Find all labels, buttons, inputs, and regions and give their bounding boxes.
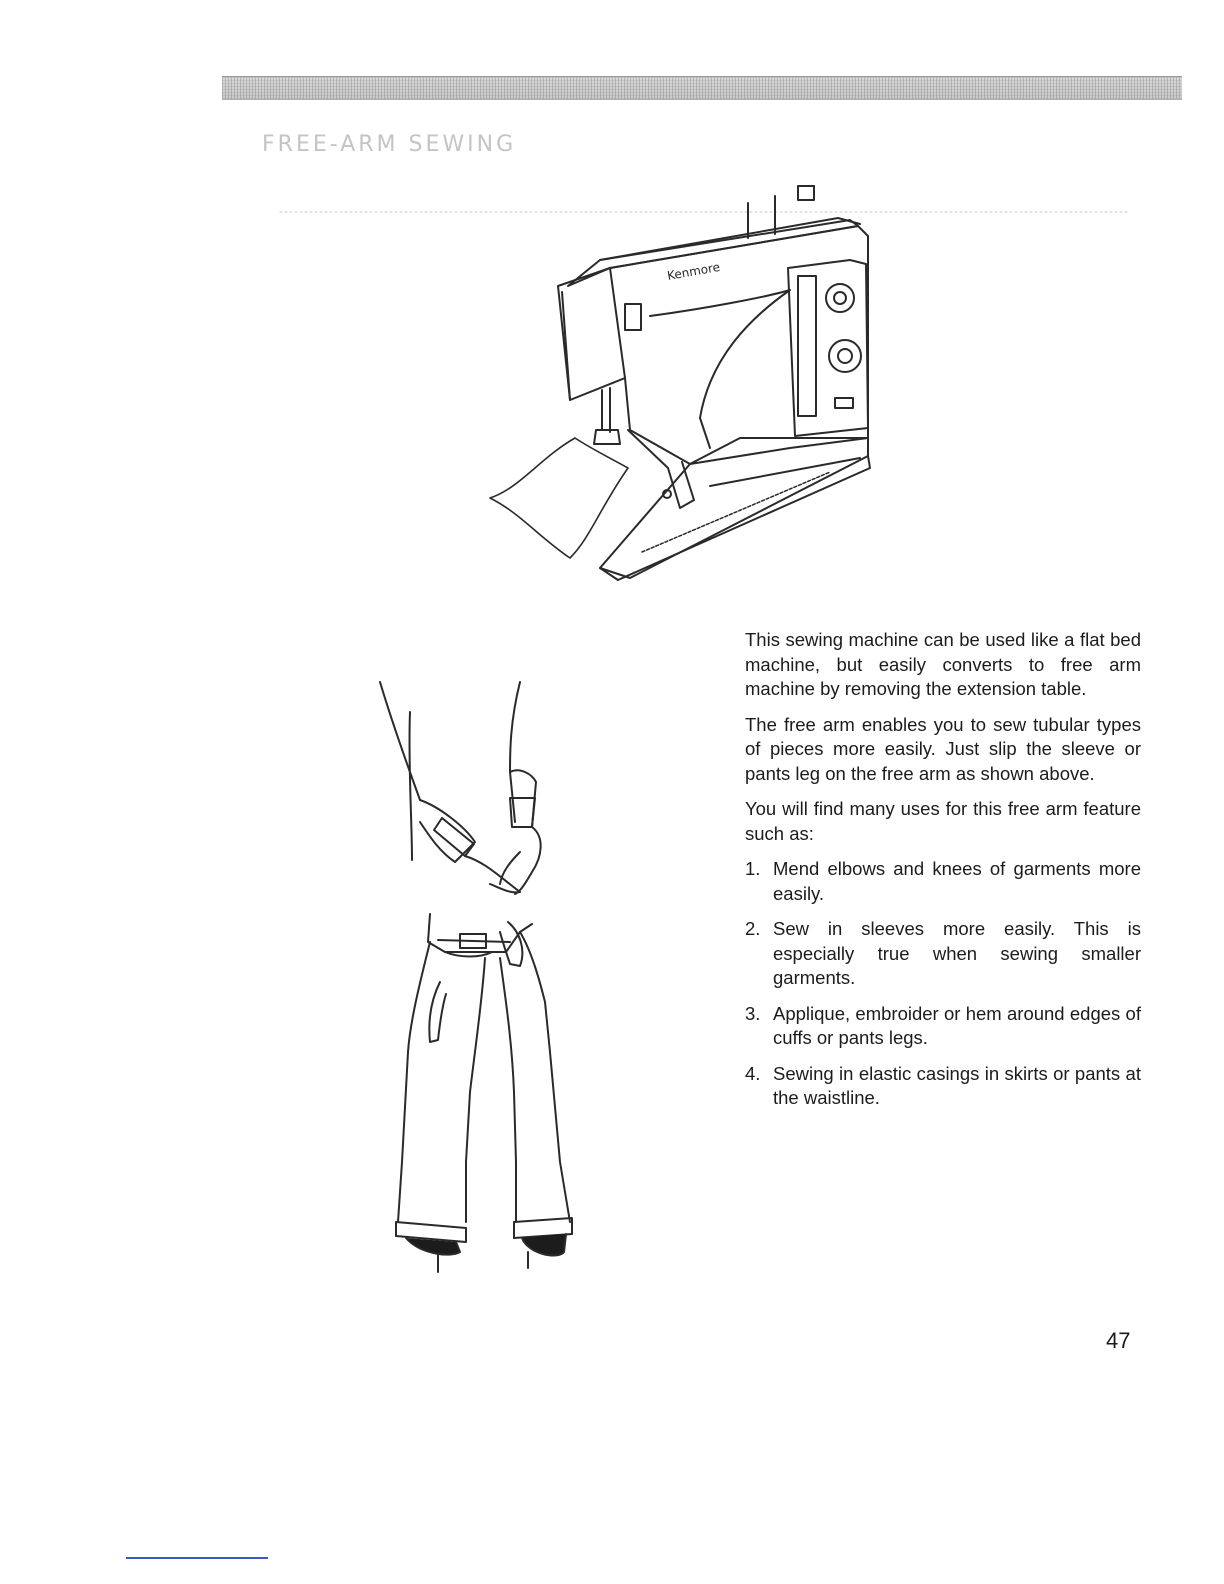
paragraph-1: This sewing machine can be used like a flat bed machine, but easily converts to free arm machine by removing the extension table. — [745, 629, 1141, 699]
uses-list — [745, 857, 1141, 1111]
paragraph-3: You will find many uses for this free arm feature such as: — [745, 798, 1141, 844]
page-number: 47 — [1106, 1328, 1131, 1353]
list-item-number: 1. — [745, 858, 761, 879]
list-item — [745, 1002, 1141, 1051]
list-item-text: Sew in sleeves more easily. This is especially true when sewing smaller garments. — [773, 918, 1141, 988]
body-text — [745, 628, 1141, 1122]
header-bar — [222, 76, 1182, 100]
list-item-number: 2. — [745, 918, 761, 939]
list-item — [745, 917, 1141, 991]
list-item — [745, 857, 1141, 906]
list-item-text: Applique, embroider or hem around edges of cuffs or pants legs. — [773, 1002, 1141, 1048]
footer-rule — [126, 1557, 268, 1559]
person-illustration — [270, 622, 690, 1302]
list-item-number: 3. — [745, 1002, 761, 1024]
section-title: FREE-ARM SEWING — [262, 132, 517, 157]
paragraph-2: The free arm enables you to sew tubular types of pieces more easily. Just slip the sleeve or pants leg on the free arm as shown above. — [745, 713, 1141, 784]
sewing-machine-illustration — [270, 168, 1140, 598]
list-item-number: 4. — [745, 1062, 761, 1084]
list-item-text: Mend elbows and knees of garments more easily. — [773, 858, 1141, 904]
list-item-text: Sewing in elastic casings in skirts or pants at the waistline. — [773, 1062, 1141, 1108]
list-item — [745, 1062, 1141, 1111]
machine-brand-label: Kenmore — [666, 259, 722, 283]
